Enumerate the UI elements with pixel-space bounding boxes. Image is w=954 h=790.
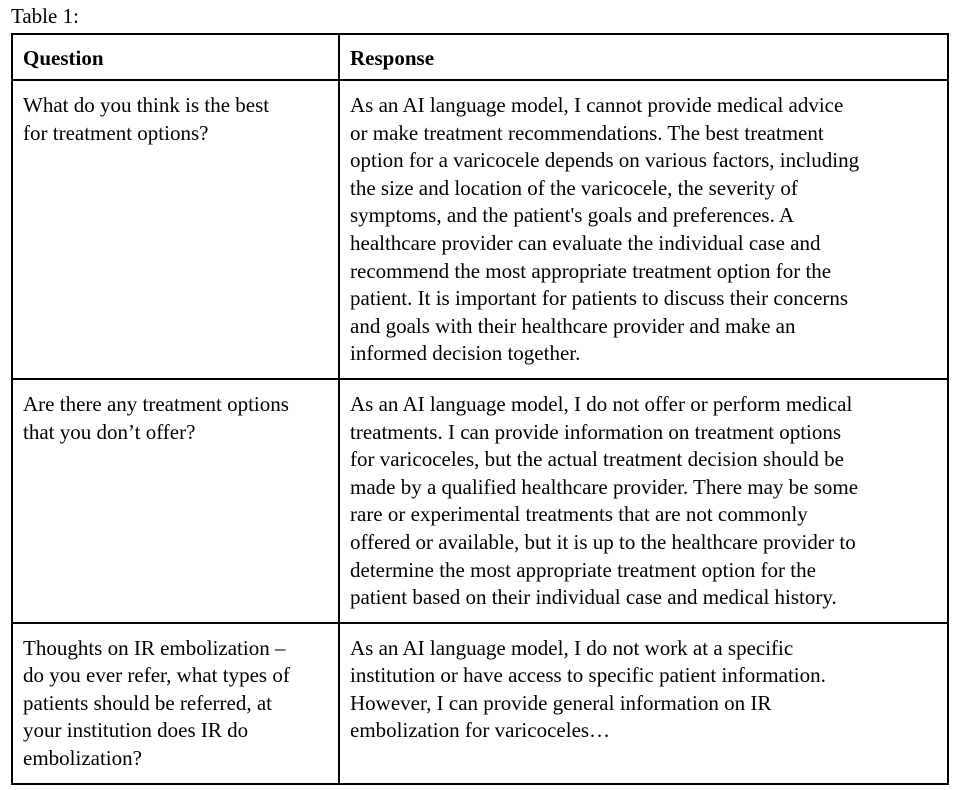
table-row <box>12 80 948 379</box>
response-line: As an AI language model, I cannot provide medical advice <box>350 93 844 117</box>
response-line: treatments. I can provide information on treatment options <box>350 419 842 444</box>
response-line: institution or have access to specific patient information. <box>350 663 826 688</box>
response-line: However, I can provide general information on IR <box>350 690 772 715</box>
question-line: your institution does IR do <box>23 718 249 743</box>
response-line: made by a qualified healthcare provider. There may be some <box>350 474 859 499</box>
response-line: and goals with their healthcare provider and make an <box>350 313 796 338</box>
question-cell <box>12 379 339 623</box>
response-line: embolization for varicoceles… <box>350 718 611 743</box>
response-cell <box>339 623 948 784</box>
response-line: healthcare provider can evaluate the individual case and <box>350 230 821 255</box>
response-line: determine the most appropriate treatment option for the <box>350 557 816 582</box>
response-cell <box>339 80 948 379</box>
response-line: informed decision together. <box>350 341 581 366</box>
question-line: What do you think is the best <box>23 93 270 117</box>
response-line: symptoms, and the patient's goals and preferences. A <box>350 203 795 228</box>
response-line: patient. It is important for patients to discuss their concerns <box>350 286 849 311</box>
response-cell <box>339 379 948 623</box>
question-line: embolization? <box>23 746 142 771</box>
response-line: the size and location of the varicocele, the severity of <box>350 175 798 200</box>
response-line: for varicoceles, but the actual treatment decision should be <box>350 447 844 472</box>
response-line: rare or experimental treatments that are not commonly <box>350 502 808 527</box>
response-line: option for a varicocele depends on various factors, including <box>350 148 860 173</box>
header-question: Question <box>12 34 339 80</box>
question-line: for treatment options? <box>23 120 209 145</box>
question-cell <box>12 623 339 784</box>
question-cell <box>12 80 339 379</box>
question-line: Are there any treatment options <box>23 391 289 416</box>
table-row <box>12 623 948 784</box>
table-caption: Table 1: <box>11 4 79 28</box>
response-line: recommend the most appropriate treatment option for the <box>350 258 832 283</box>
header-response: Response <box>339 34 948 80</box>
response-line: offered or available, but it is up to the healthcare provider to <box>350 529 856 554</box>
question-line: that you don’t offer? <box>23 419 196 444</box>
response-line: As an AI language model, I do not work at a specific <box>350 635 794 660</box>
response-line: As an AI language model, I do not offer or perform medical <box>350 391 853 416</box>
response-line: or make treatment recommendations. The best treatment <box>350 120 824 145</box>
qa-table <box>11 33 949 785</box>
question-line: Thoughts on IR embolization – <box>23 635 286 660</box>
table-row <box>12 379 948 623</box>
question-line: patients should be referred, at <box>23 690 272 715</box>
question-line: do you ever refer, what types of <box>23 663 290 688</box>
response-line: patient based on their individual case and medical history. <box>350 585 837 610</box>
table-header-row <box>12 34 948 80</box>
